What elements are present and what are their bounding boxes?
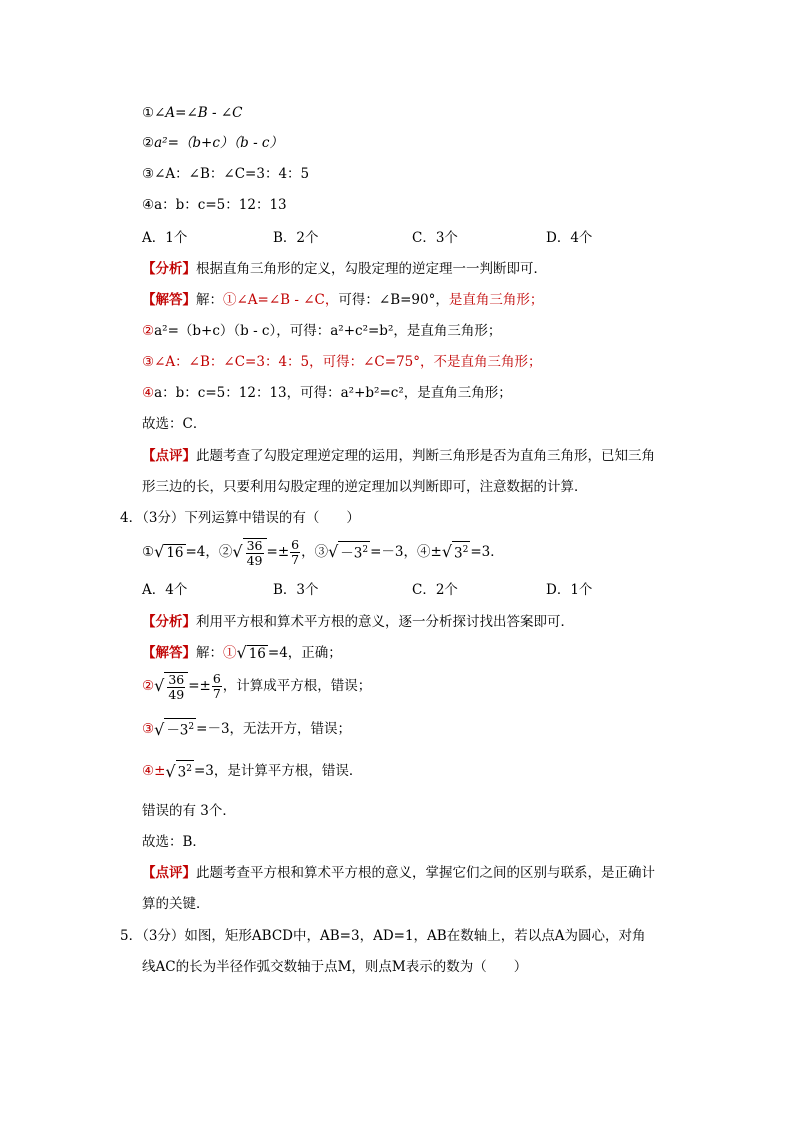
q4-expressions: ①√ 16 =4，②√ $\frac{36}{49}$ =± $\frac{6}{7}$ ，③√ $-3^2 =-3$，④±√ $3^2 =3$． — [142, 537, 504, 568]
q4-option-b: B．3个 — [273, 582, 319, 598]
q4-option-c: C．2个 — [412, 582, 458, 598]
q3-answer-2: ②a²=（b+c）（b - c），可得：a²+c²=b²，是直角三角形； — [142, 323, 502, 339]
q4-comment-2: 算的关键． — [142, 896, 210, 912]
q4-stem: 4．（3分）下列运算中错误的有（ ） — [120, 510, 360, 526]
q3-item-3: ③∠A：∠B：∠C=3：4：5 — [142, 166, 310, 182]
q3-item-4: ④a：b：c=5：12：13 — [142, 197, 287, 213]
q3-comment-1: 【点评】此题考查了勾股定理逆定理的运用，判断三角形是否为直角三角形，已知三角 — [142, 448, 655, 464]
q4-option-a: A．4个 — [142, 582, 188, 598]
q3-option-b: B．2个 — [273, 230, 319, 246]
q3-item-2: ②a²=（b+c）（b - c） — [142, 135, 283, 151]
q4-comment-1: 【点评】此题考查平方根和算术平方根的意义，掌握它们之间的区别与联系，是正确计 — [142, 865, 655, 881]
q4-answer-3: ③√ $-3^2 =-3$，无法开方，错误； — [142, 719, 352, 739]
q3-answer-3: ③∠A：∠B：∠C=3：4：5，可得：∠C=75°，不是直角三角形； — [142, 354, 542, 370]
q5-line-2: 线AC的长为半径作弧交数轴于点M，则点M表示的数为（ ） — [142, 959, 528, 975]
q4-answer-2: ②√ $\frac{36}{49}$ =± $\frac{6}{7}$ ，计算成平方根，错误； — [142, 671, 372, 702]
q4-answer-1: 【解答】解：①√ 16 =4，正确； — [142, 643, 342, 662]
q3-choice: 故选：C． — [142, 416, 207, 432]
q4-answer-4: ④±√ $3^2 =3$，是计算平方根，错误． — [142, 761, 363, 781]
q3-answer-1: 【解答】解：①∠A=∠B - ∠C，可得：∠B=90°，是直角三角形； — [142, 292, 544, 308]
q3-analysis: 【分析】根据直角三角形的定义，勾股定理的逆定理一一判断即可． — [142, 261, 547, 277]
q4-choice: 故选：B． — [142, 834, 206, 850]
q3-comment-2: 形三边的长，只要利用勾股定理的逆定理加以判断即可，注意数据的计算． — [142, 479, 588, 495]
q5-line-1: 5．（3分）如图，矩形ABCD中，AB=3，AD=1，AB在数轴上，若以点A为圆心，对角 — [120, 928, 646, 944]
q4-wrong-count: 错误的有 3个． — [142, 803, 236, 819]
q3-option-d: D．4个 — [546, 230, 593, 246]
q3-answer-4: ④a：b：c=5：12：13，可得：a²+b²=c²，是直角三角形； — [142, 385, 512, 401]
q4-option-d: D．1个 — [546, 582, 593, 598]
q3-option-c: C．3个 — [412, 230, 458, 246]
q3-option-a: A．1个 — [142, 230, 188, 246]
q4-analysis: 【分析】利用平方根和算术平方根的意义，逐一分析探讨找出答案即可． — [142, 614, 574, 630]
q3-item-1: ①∠A=∠B - ∠C — [142, 105, 243, 121]
